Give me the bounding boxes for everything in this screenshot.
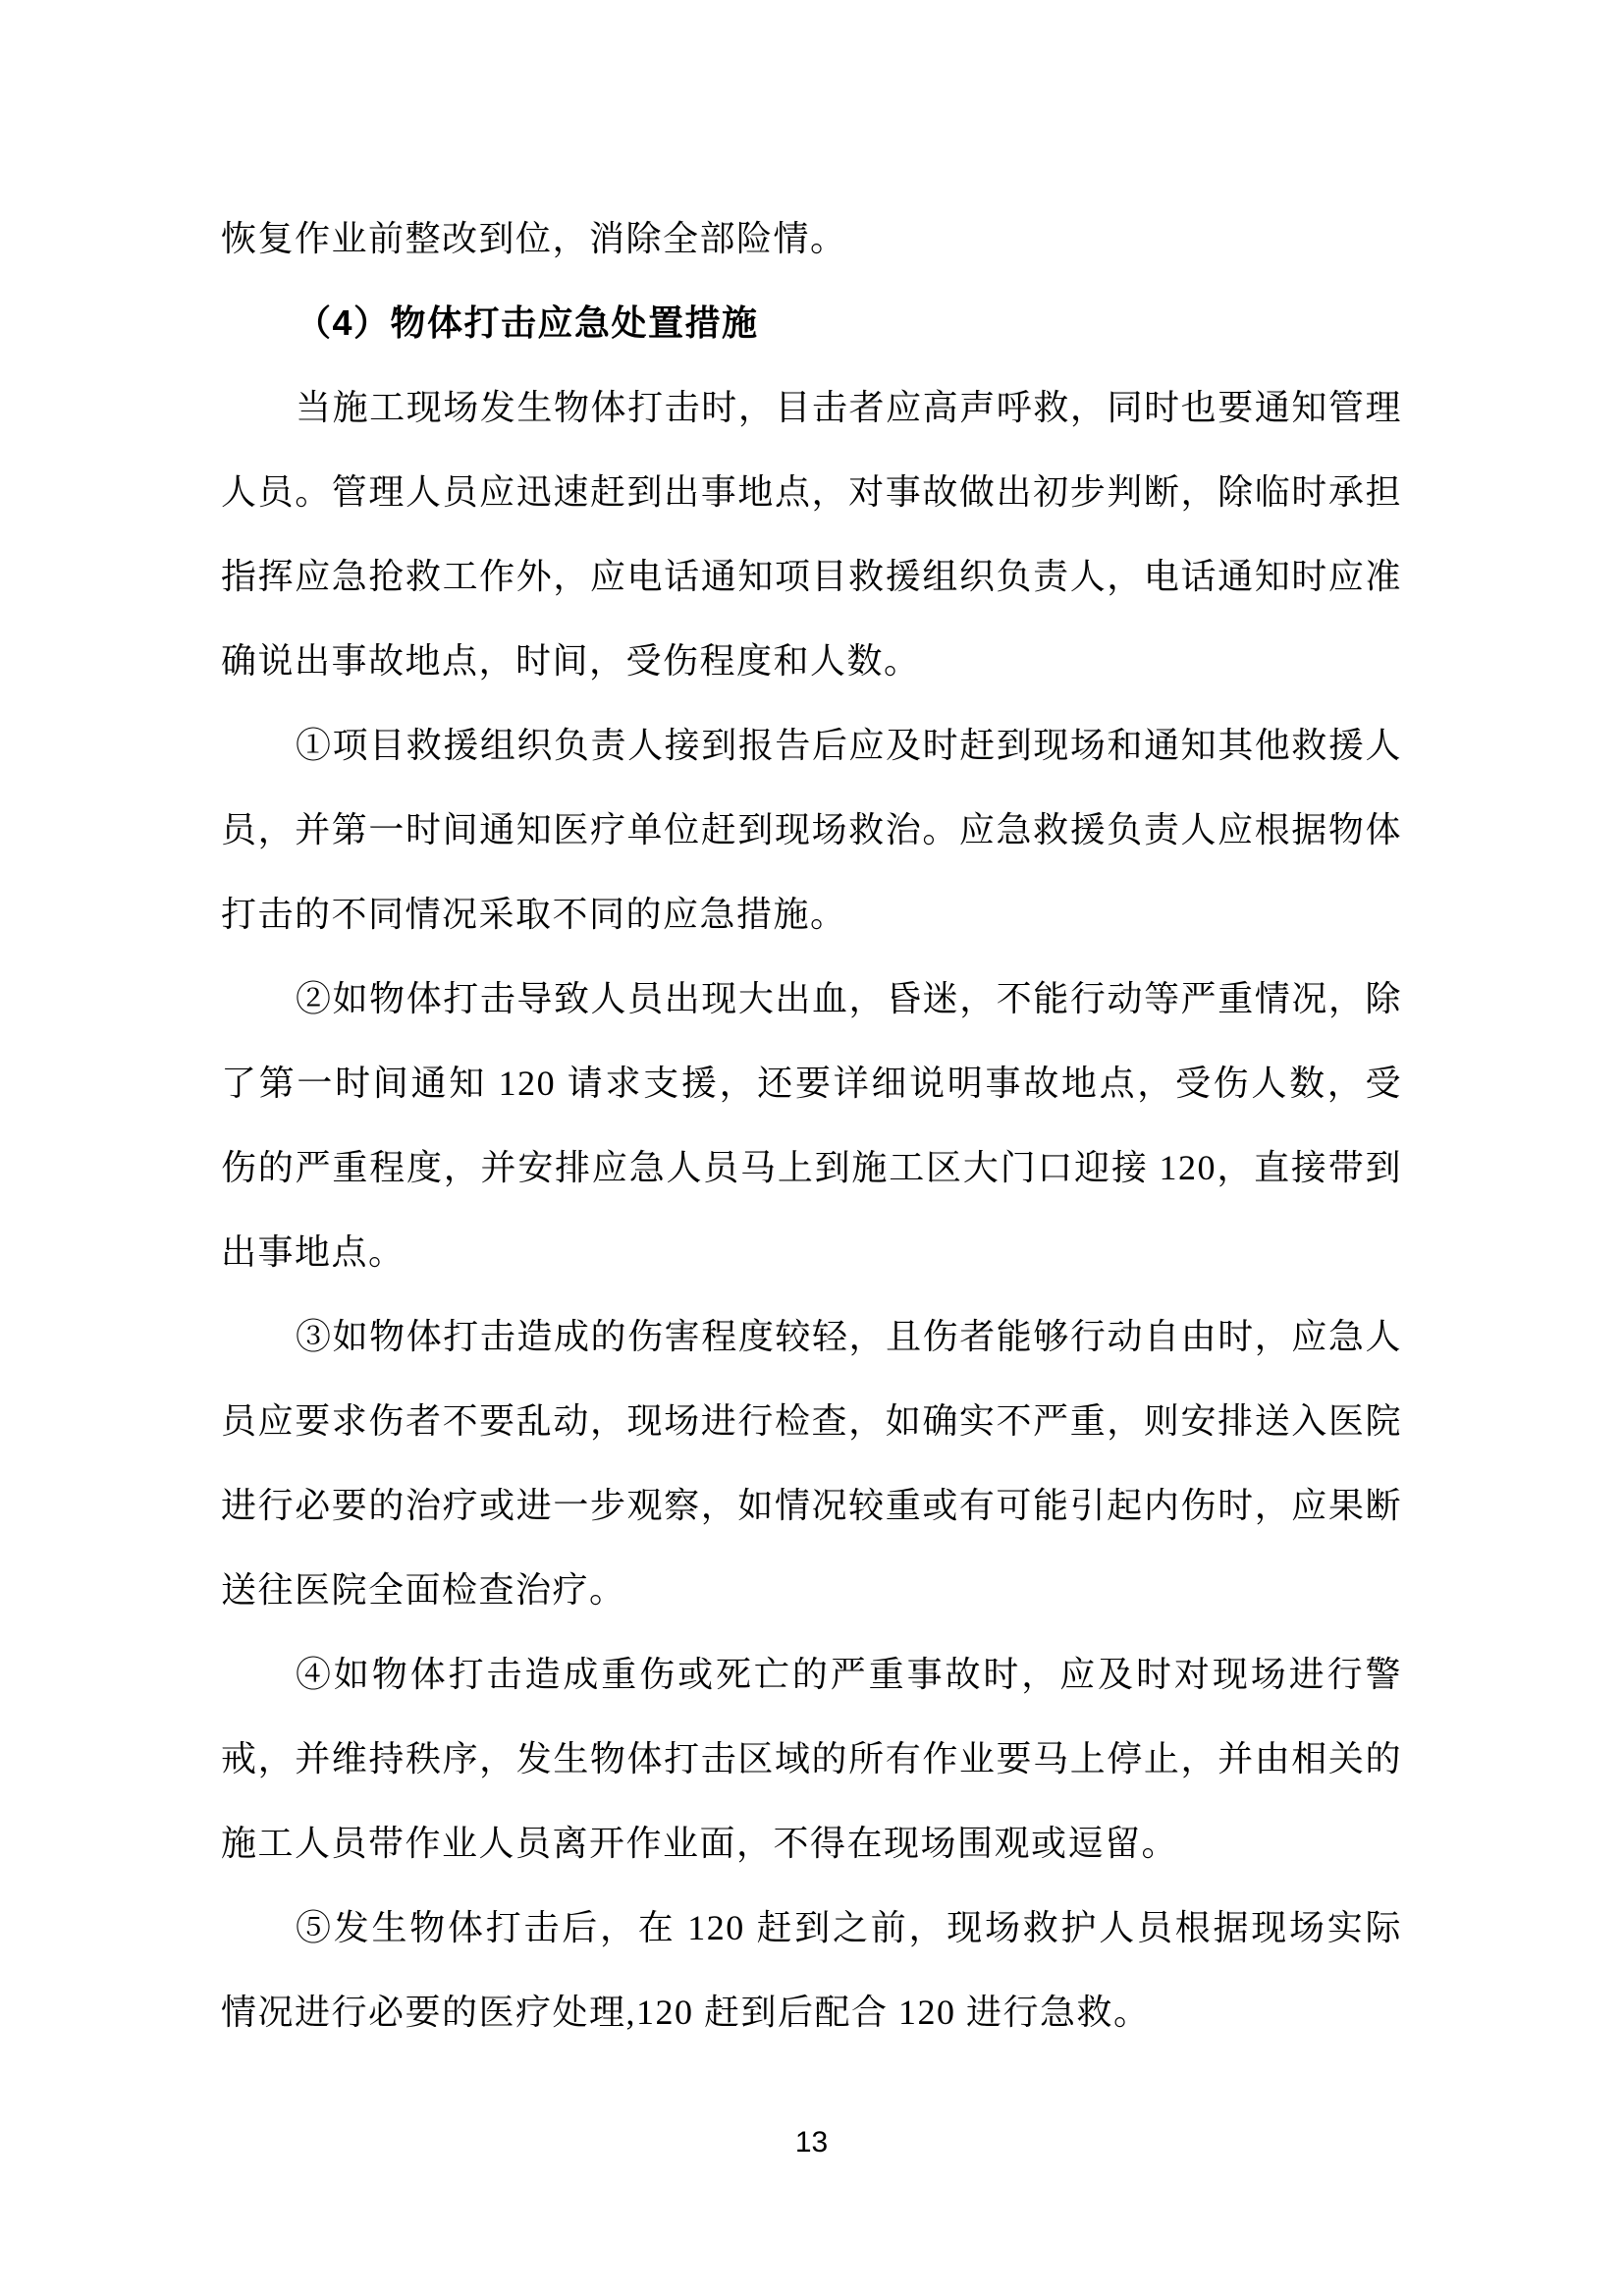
page-content — [221, 196, 1402, 2054]
paragraph-item-5: ⑤发生物体打击后，在 120 赶到之前，现场救护人员根据现场实际情况进行必要的医疗处理,120 赶到后配合 120 进行急救。 — [221, 1908, 1402, 2032]
section-heading: （4）物体打击应急处置措施 — [296, 302, 759, 343]
paragraph-intro: 当施工现场发生物体打击时，目击者应高声呼救，同时也要通知管理人员。管理人员应迅速赶到出事地点，对事故做出初步判断，除临时承担指挥应急抢救工作外，应电话通知项目救援组织负责人，电话通知时应准确说出事故地点，时间，受伤程度和人数。 — [221, 388, 1402, 681]
paragraph-item-4: ④如物体打击造成重伤或死亡的严重事故时，应及时对现场进行警戒，并维持秩序，发生物体打击区域的所有作业要马上停止，并由相关的施工人员带作业人员离开作业面，不得在现场围观或逗留。 — [221, 1655, 1402, 1863]
page-number: 13 — [794, 2126, 829, 2159]
paragraph-item-1: ①项目救援组织负责人接到报告后应及时赶到现场和通知其他救援人员，并第一时间通知医疗单位赶到现场救治。应急救援负责人应根据物体打击的不同情况采取不同的应急措施。 — [221, 726, 1402, 934]
paragraph-item-2: ②如物体打击导致人员出现大出血，昏迷，不能行动等严重情况，除了第一时间通知 120 请求支援，还要详细说明事故地点，受伤人数，受伤的严重程度，并安排应急人员马上到施工区大门口迎接 120，直接带到出事地点。 — [221, 979, 1402, 1272]
paragraph-continuation: 恢复作业前整改到位，消除全部险情。 — [221, 219, 847, 258]
paragraph-item-3: ③如物体打击造成的伤害程度较轻，且伤者能够行动自由时，应急人员应要求伤者不要乱动，现场进行检查，如确实不严重，则安排送入医院进行必要的治疗或进一步观察，如情况较重或有可能引起内伤时，应果断送往医院全面检查治疗。 — [221, 1317, 1402, 1610]
